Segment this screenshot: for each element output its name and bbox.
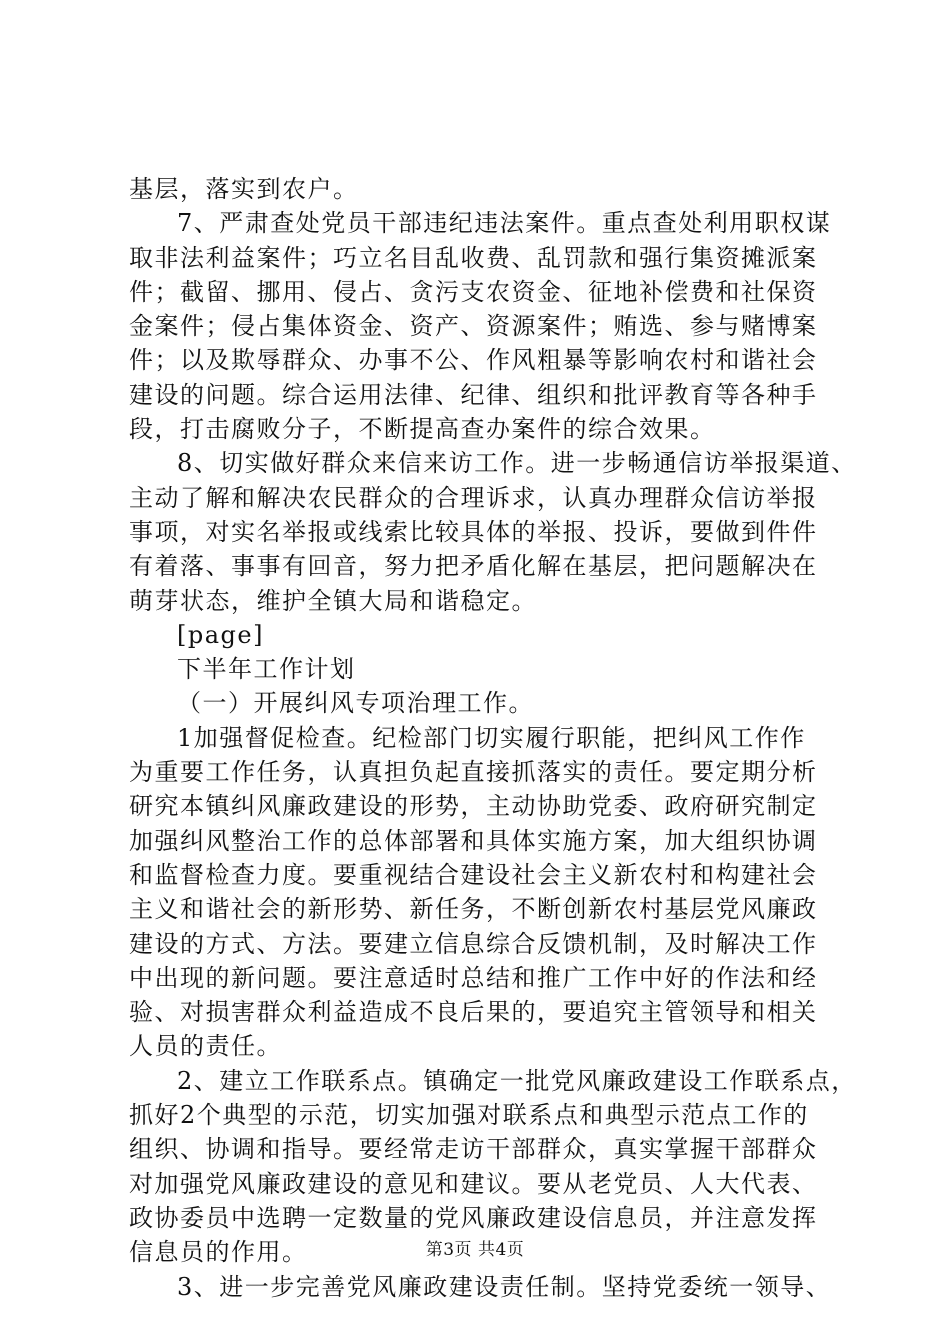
text-line: 对加强党风廉政建设的意见和建议。要从老党员、人大代表、 (129, 1169, 818, 1198)
text-line: 下半年工作计划 (177, 655, 356, 684)
text-line: 基层，落实到农户。 (129, 175, 359, 203)
text-line: 组织、协调和指导。要经常走访干部群众，真实掌握干部群众 (129, 1135, 818, 1164)
text-line: 有着落、事事有回音，努力把矛盾化解在基层，把问题解决在 (129, 552, 818, 581)
text-line: [page] (177, 620, 264, 649)
text-line: 主动了解和解决农民群众的合理诉求，认真办理群众信访举报 (129, 483, 818, 512)
text-line: 2、建立工作联系点。镇确定一批党风廉政建设工作联系点， (177, 1066, 857, 1095)
text-line: （一）开展纠风专项治理工作。 (177, 689, 534, 718)
text-line: 1加强督促检查。纪检部门切实履行职能，把纠风工作作 (177, 723, 806, 752)
text-line: 取非法利益案件；巧立名目乱收费、乱罚款和强行集资摊派案 (129, 243, 818, 272)
text-line: 建设的问题。综合运用法律、纪律、组织和批评教育等各种手 (129, 380, 818, 409)
text-line: 主义和谐社会的新形势、新任务，不断创新农村基层党风廉政 (129, 895, 818, 924)
text-line: 政协委员中选聘一定数量的党风廉政建设信息员，并注意发挥 (129, 1203, 818, 1232)
text-line: 3、进一步完善党风廉政建设责任制。坚持党委统一领导、 (177, 1272, 832, 1301)
text-line: 建设的方式、方法。要建立信息综合反馈机制，及时解决工作 (129, 929, 818, 958)
text-line: 抓好2个典型的示范，切实加强对联系点和典型示范点工作的 (129, 1101, 809, 1130)
text-line: 研究本镇纠风廉政建设的形势，主动协助党委、政府研究制定 (129, 792, 818, 821)
text-line: 萌芽状态，维护全镇大局和谐稳定。 (129, 586, 537, 615)
text-line: 件；以及欺辱群众、办事不公、作风粗暴等影响农村和谐社会 (129, 346, 818, 375)
text-line: 和监督检查力度。要重视结合建设社会主义新农村和构建社会 (129, 860, 818, 889)
text-line: 件；截留、挪用、侵占、贪污支农资金、征地补偿费和社保资 (129, 277, 818, 306)
text-line: 人员的责任。 (129, 1032, 282, 1061)
text-line: 金案件；侵占集体资金、资产、资源案件；贿选、参与赌博案 (129, 312, 818, 341)
document-body (129, 172, 857, 1304)
text-line: 为重要工作任务，认真担负起直接抓落实的责任。要定期分析 (129, 758, 818, 787)
text-line: 信息员的作用。 (129, 1238, 308, 1267)
text-line: 段，打击腐败分子，不断提高查办案件的综合效果。 (129, 415, 716, 444)
text-line: 8、切实做好群众来信来访工作。进一步畅通信访举报渠道、 (177, 449, 857, 478)
text-line: 事项，对实名举报或线索比较具体的举报、投诉，要做到件件 (129, 517, 818, 546)
text-line: 加强纠风整治工作的总体部署和具体实施方案，加大组织协调 (129, 826, 818, 855)
page-footer: 第3页 共4页 (425, 1240, 525, 1260)
text-line: 验、对损害群众利益造成不良后果的，要追究主管领导和相关 (129, 998, 818, 1027)
text-line: 中出现的新问题。要注意适时总结和推广工作中好的作法和经 (129, 963, 818, 992)
text-line: 7、严肃查处党员干部违纪违法案件。重点查处利用职权谋 (177, 209, 832, 238)
